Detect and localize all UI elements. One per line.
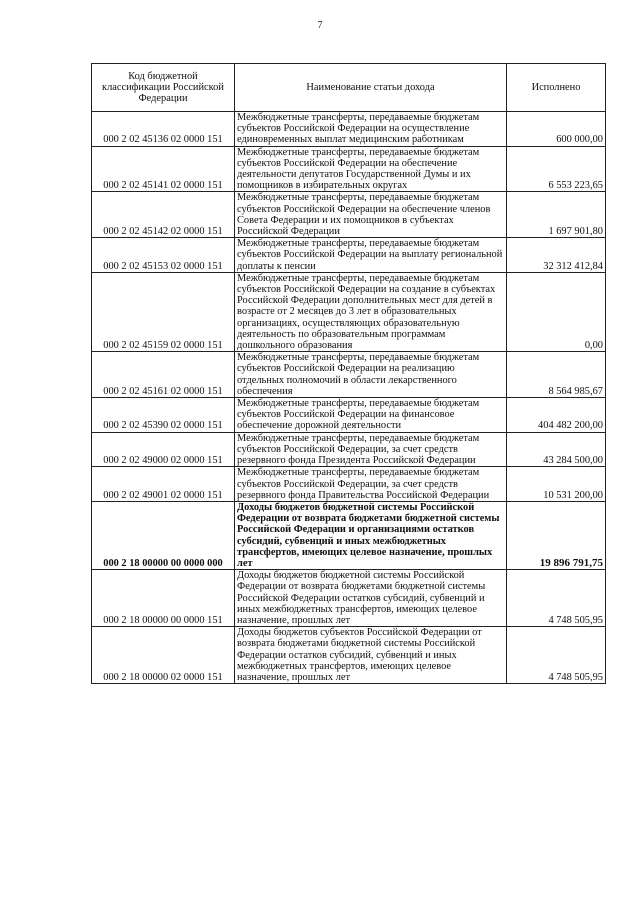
budget-revenue-table (91, 63, 606, 684)
table-row (92, 112, 606, 147)
budget-code-cell: 000 2 02 45142 02 0000 151 (92, 192, 235, 238)
page-number: 7 (317, 20, 323, 31)
budget-code-cell: 000 2 02 45390 02 0000 151 (92, 398, 235, 433)
budget-code-cell: 000 2 02 45153 02 0000 151 (92, 238, 235, 273)
budget-code-cell: 000 2 02 45159 02 0000 151 (92, 272, 235, 351)
amount-cell: 19 896 791,75 (507, 501, 606, 569)
table-row (92, 467, 606, 502)
table-row (92, 501, 606, 569)
amount-cell: 8 564 985,67 (507, 352, 606, 398)
table-row (92, 272, 606, 351)
budget-code-cell: 000 2 18 00000 02 0000 151 (92, 627, 235, 684)
budget-code-cell: 000 2 02 45161 02 0000 151 (92, 352, 235, 398)
table-row (92, 192, 606, 238)
amount-cell: 0,00 (507, 272, 606, 351)
revenue-name-cell: Межбюджетные трансферты, передаваемые бюджетам субъектов Российской Федерации на создание в субъектах Российской Федерации дополнительных мест для детей в возрасте от 2 месяцев до 3 лет в образовательных организациях, осуществляющих образовательную деятельность по образовательным программам дошкольного образования (235, 272, 507, 351)
table-row (92, 398, 606, 433)
table-row (92, 352, 606, 398)
revenue-name-cell: Доходы бюджетов бюджетной системы Российской Федерации от возврата бюджетами бюджетной системы Российской Федерации и организациями остатков субсидий, субвенций и иных межбюджетных трансфертов, имеющих целевое назначение, прошлых лет (235, 501, 507, 569)
amount-cell: 4 748 505,95 (507, 570, 606, 627)
budget-code-cell: 000 2 18 00000 00 0000 151 (92, 570, 235, 627)
revenue-name-cell: Межбюджетные трансферты, передаваемые бюджетам субъектов Российской Федерации на реализацию отдельных полномочий в области лекарственного обеспечения (235, 352, 507, 398)
table-row (92, 238, 606, 273)
amount-cell: 404 482 200,00 (507, 398, 606, 433)
amount-cell: 10 531 200,00 (507, 467, 606, 502)
amount-cell: 6 553 223,65 (507, 146, 606, 192)
table-row (92, 570, 606, 627)
revenue-name-cell: Доходы бюджетов субъектов Российской Федерации от возврата бюджетами бюджетной системы Российской Федерации остатков субсидий, субвенций и иных межбюджетных трансфертов, имеющих целевое назначение, прошлых лет (235, 627, 507, 684)
amount-cell: 600 000,00 (507, 112, 606, 147)
table-row (92, 146, 606, 192)
budget-code-cell: 000 2 02 45136 02 0000 151 (92, 112, 235, 147)
revenue-name-cell: Межбюджетные трансферты, передаваемые бюджетам субъектов Российской Федерации на обеспечение членов Совета Федерации и их помощников в субъектах Российской Федерации (235, 192, 507, 238)
revenue-name-cell: Межбюджетные трансферты, передаваемые бюджетам субъектов Российской Федерации на финансовое обеспечение дорожной деятельности (235, 398, 507, 433)
amount-cell: 32 312 412,84 (507, 238, 606, 273)
header-name: Наименование статьи дохода (235, 64, 507, 112)
amount-cell: 4 748 505,95 (507, 627, 606, 684)
revenue-name-cell: Межбюджетные трансферты, передаваемые бюджетам субъектов Российской Федерации на осуществление единовременных выплат медицинским работникам (235, 112, 507, 147)
table-header-row (92, 64, 606, 112)
revenue-name-cell: Межбюджетные трансферты, передаваемые бюджетам субъектов Российской Федерации на выплату региональной доплаты к пенсии (235, 238, 507, 273)
amount-cell: 1 697 901,80 (507, 192, 606, 238)
budget-code-cell: 000 2 02 49001 02 0000 151 (92, 467, 235, 502)
table-row (92, 627, 606, 684)
header-code: Код бюджетной классификации Российской Федерации (92, 64, 235, 112)
budget-code-cell: 000 2 18 00000 00 0000 000 (92, 501, 235, 569)
amount-cell: 43 284 500,00 (507, 432, 606, 467)
header-executed: Исполнено (507, 64, 606, 112)
revenue-name-cell: Доходы бюджетов бюджетной системы Российской Федерации от возврата бюджетами бюджетной системы Российской Федерации остатков субсидий, субвенций и иных межбюджетных трансфертов, имеющих целевое назначение, прошлых лет (235, 570, 507, 627)
budget-code-cell: 000 2 02 49000 02 0000 151 (92, 432, 235, 467)
revenue-name-cell: Межбюджетные трансферты, передаваемые бюджетам субъектов Российской Федерации, за счет средств резервного фонда Правительства Российской Федерации (235, 467, 507, 502)
budget-code-cell: 000 2 02 45141 02 0000 151 (92, 146, 235, 192)
table-body (92, 112, 606, 684)
revenue-name-cell: Межбюджетные трансферты, передаваемые бюджетам субъектов Российской Федерации, за счет средств резервного фонда Президента Российской Федерации (235, 432, 507, 467)
revenue-name-cell: Межбюджетные трансферты, передаваемые бюджетам субъектов Российской Федерации на обеспечение деятельности депутатов Государственной Думы и их помощников в избирательных округах (235, 146, 507, 192)
table-row (92, 432, 606, 467)
